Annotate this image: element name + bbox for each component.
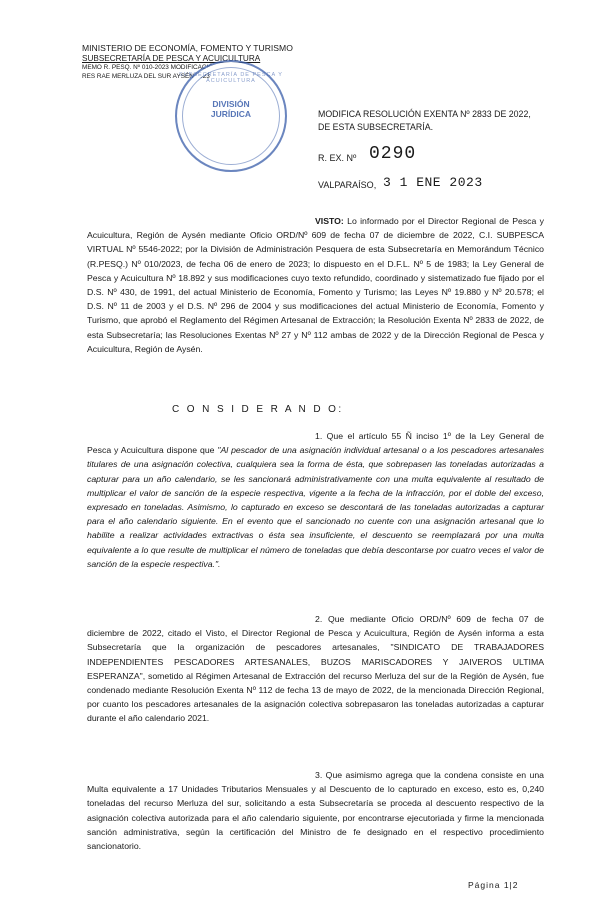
considerando-heading: C O N S I D E R A N D O: [172, 404, 344, 415]
item-3-text: 3. Que asimismo agrega que la condena consiste en una Multa equivalente a 17 Unidades Tributarios Mensuales y al Descuento de lo capturado en exceso, esto es, 0,240 toneladas del recurso Merluza del sur, solicitando a esta Subsecretaría se proceda al descuento respectivo de la asignación colectiva autorizada para el año calendario siguiente, por encontrarse ejecutoriada y firme la mencionada sanción administrativa, según la certificación del Ministro de fe designado en el respectivo procedimiento sancionatorio. [87, 770, 544, 852]
place-label: VALPARAÍSO, [318, 180, 377, 190]
considerando-item-2 [87, 612, 544, 726]
resolution-number: 0290 [369, 144, 417, 164]
memo-reference: MEMO R. PESQ. Nº 010-2023 MODIFICACIÓN [82, 64, 218, 71]
subject-line-1: MODIFICA RESOLUCIÓN EXENTA Nº 2833 DE 2022, [318, 109, 531, 119]
resolution-label: R. EX. Nº [318, 153, 357, 163]
considerando-item-3 [87, 768, 544, 853]
visto-paragraph [87, 214, 544, 356]
resolution-date: 3 1 ENE 2023 [383, 175, 483, 190]
memo-subject: RES RAE MERLUZA DEL SUR AYSÉN 2023 [82, 72, 210, 80]
visto-label: VISTO: [315, 216, 344, 226]
stamp-ring-text: SUBSECRETARÍA DE PESCA Y ACUICULTURA [179, 72, 283, 84]
page-number: Página 1|2 [468, 880, 519, 890]
item-2-text: 2. Que mediante Oficio ORD/Nº 609 de fecha 07 de diciembre de 2022, citado el Visto, el Director Regional de Pesca y Acuicultura, Región de Aysén informa a esta Subsecretaría que la organización de pescadores artesanales, "SINDICATO DE TRABAJADORES INDEPENDIENTES PESCADORES ARTESANALES, BUZOS MARISCADORES Y JAIVEROS ULTIMA ESPERANZA", sometido al Régimen Artesanal de Extracción del recurso Merluza del sur de la Región de Aysén, fue condenado mediante Resolución Exenta Nº 112 de fecha 13 de mayo de 2022, de la mencionada Dirección Regional, por cuanto los pescadores artesanales de la asignación colectiva sobrepasaron las toneladas autorizadas a capturar durante el año calendario 2021. [87, 614, 544, 724]
legal-division-stamp [175, 60, 287, 172]
undersecretariat-name: SUBSECRETARÍA DE PESCA Y ACUICULTURA [82, 53, 261, 63]
item-1-intro: 1. Que el artículo 55 Ñ inciso 1º de la Ley General de Pesca y Acuicultura dispone que [87, 431, 544, 456]
ministry-name: MINISTERIO DE ECONOMÍA, FOMENTO Y TURISMO [82, 43, 293, 53]
stamp-line-2: JURÍDICA [210, 109, 252, 119]
stamp-line-1: DIVISIÓN [212, 99, 250, 109]
resolution-subject [318, 108, 531, 134]
stamp-center-text [177, 99, 285, 119]
visto-text: Lo informado por el Director Regional de Pesca y Acuicultura, Región de Aysén mediante Oficio ORD/Nº 609 de fecha 07 de diciembre de 2022, C.I. SUBPESCA VIRTUAL Nº 5546-2022; por la División de Administración Pesquera de esta Subsecretaría en Memorándum Técnico (R.PESQ.) Nº 010/2023, de fecha 06 de enero de 2023; lo dispuesto en el D.F.L. Nº 5 de 1983; la Ley General de Pesca y Acuicultura Nº 18.892 y sus modificaciones cuyo texto refundido, coordinado y sistematizado fue fijado por el D.S. Nº 430, de 1991, del actual Ministerio de Economía, Fomento y Turismo; las Leyes Nº 19.880 y Nº 20.578; el D.S. Nº 11 de 2003 y el D.S. Nº 296 de 2004 y sus modificaciones del actual Ministerio de Economía, Fomento y Turismo, que aprobó el Reglamento del Régimen Artesanal de Extracción; la Resolución Exenta Nº 2833 de 2022, de esta Subsecretaría; las Resoluciones Exentas Nº 27 y Nº 112 ambas de 2022 y de la Dirección Regional de Pesca y Acuicultura, Región de Aysén. [87, 216, 544, 354]
item-1-quote: "Al pescador de una asignación individual artesanal o a los pescadores artesanales titulares de una asignación colectiva, cualquiera sea la forma de ésta, que sobrepasen las toneladas autorizadas a capturar para un año calendario, se les sancionará administrativamente con una multa equivalente al resultado de multiplicar el valor de sanción de la especie respectiva, vigente a la fecha de la infracción, por el doble del exceso, expresado en toneladas. Asimismo, lo capturado en exceso se descontará de las toneladas autorizadas a capturar para el año calendario siguiente. En el evento que el sancionado no cuente con una asignación artesanal que lo habilite a realizar actividades extractivas o ésta sea insuficiente, el descuento se reemplazará por una multa equivalente a lo que resulte de multiplicar el número de toneladas que debía descontarse por cuatro veces el valor de sanción de la especie respectiva.". [87, 445, 544, 569]
subject-line-2: DE ESTA SUBSECRETARÍA. [318, 122, 434, 132]
considerando-item-1 [87, 429, 544, 571]
